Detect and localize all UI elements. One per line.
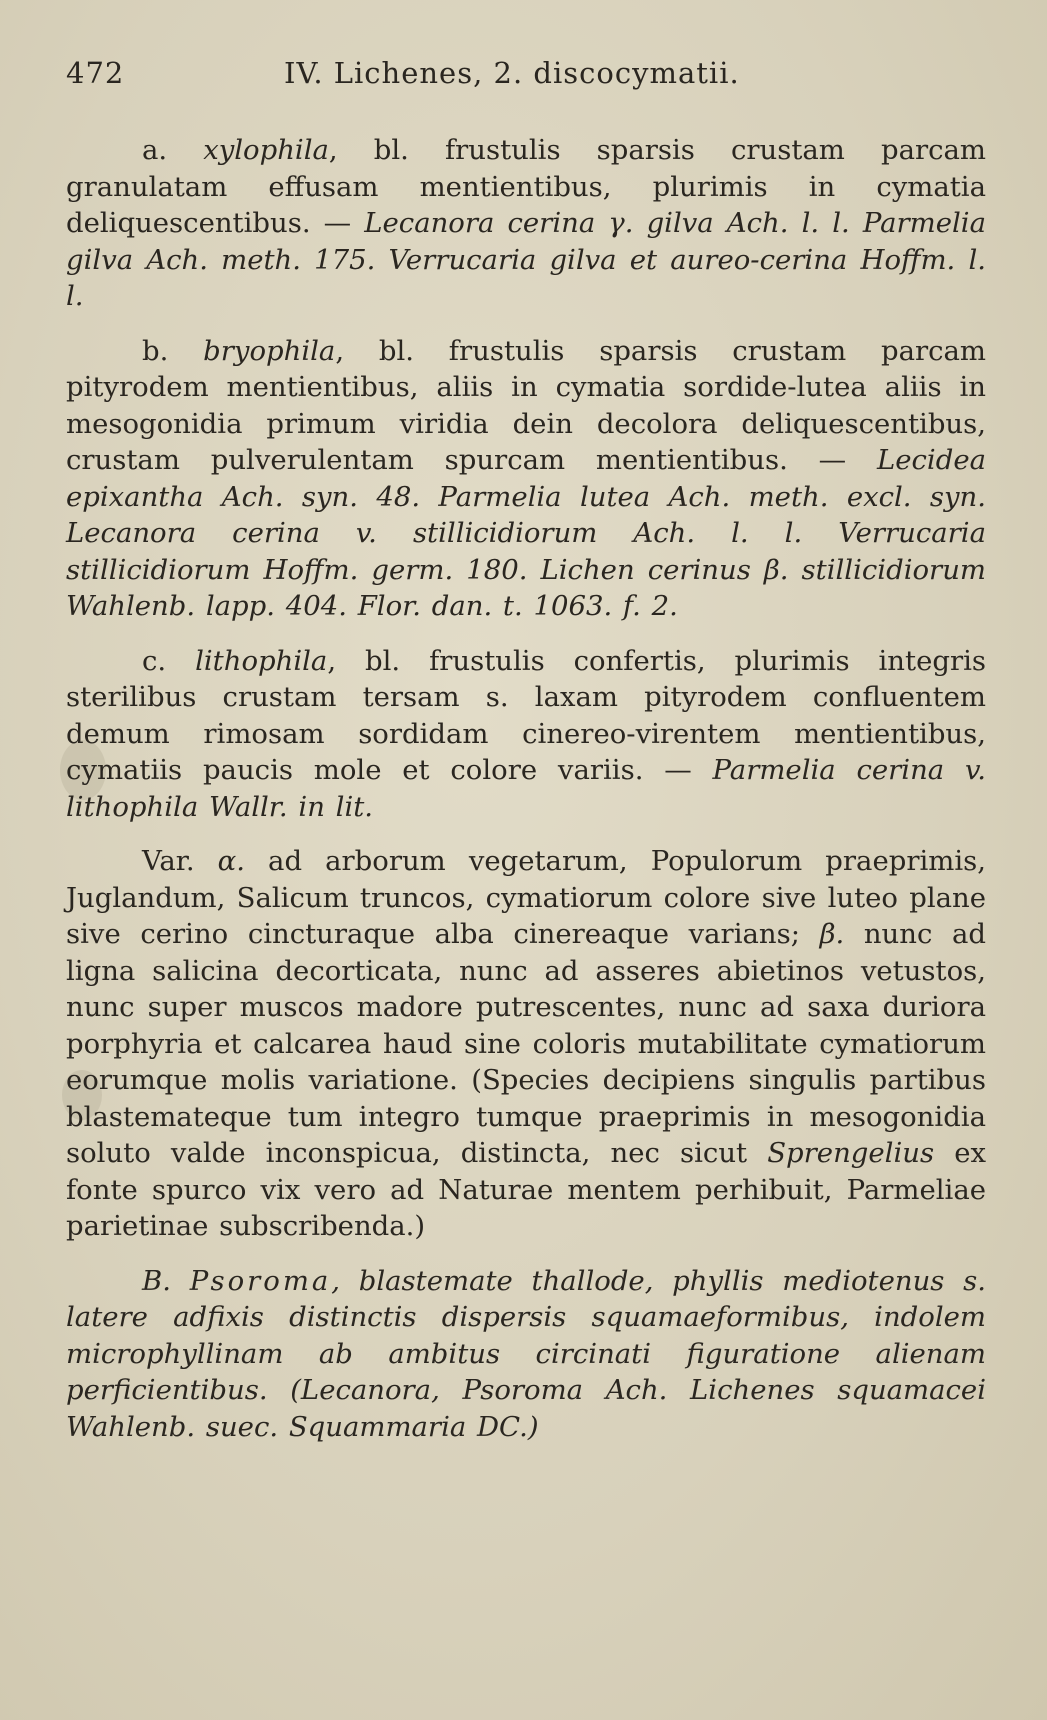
text-run: Parmelia cerina v. lithophila Wallr. in lit. bbox=[66, 754, 987, 823]
running-title: IV. Lichenes, 2. discocymatii. bbox=[284, 56, 740, 90]
paragraph-varieties bbox=[66, 843, 986, 1245]
page-number: 472 bbox=[66, 56, 125, 90]
text-run: lithophila bbox=[195, 644, 328, 677]
text-run: a. bbox=[142, 134, 204, 166]
text-run: nunc ad ligna salicina decorticata, nunc ad asseres abietinos vetustos, nunc super muscos madore putrescentes, nunc ad saxa duriora porphyria et calcarea haud sine coloris mutabilitate cymatiorum eorumque molis variatione. (Species decipiens singulis partibus blastemateque tum integro tumque praeprimis in mesogonidia soluto valde inconspicua, distincta, nec sicut bbox=[66, 918, 986, 1169]
text-run: α. bbox=[217, 845, 245, 877]
paragraph-b-bryophila bbox=[66, 333, 986, 625]
text-run: , blastemate thallode, phyllis mediotenus s. latere adfixis distinctis dispersis squamaeformibus, indolem microphyllinam ab ambitus circinati figuratione alienam perficientibus. (Lecanora, Psoroma Ach. Lichenes squamacei Wahlenb. suec. Squammaria DC.) bbox=[66, 1264, 986, 1443]
text-run: ex fonte spurco vix vero ad Naturae mentem perhibuit, Parmeliae parietinae subscribenda.) bbox=[66, 1137, 987, 1242]
text-run: bryophila bbox=[203, 334, 336, 367]
text-run: Sprengelius bbox=[767, 1137, 935, 1169]
text-run: Var. bbox=[142, 845, 218, 877]
text-run: Lecidea epixantha Ach. syn. 48. Parmelia lutea Ach. meth. excl. syn. Lecanora cerina v. stillicidiorum Ach. l. l. Verrucaria stillicidiorum Hoffm. germ. 180. Lichen cerinus β. stillicidiorum Wahlenb. lapp. 404. Flor. dan. t. 1063. f. 2. bbox=[66, 444, 986, 622]
paragraph-c-lithophila bbox=[66, 643, 986, 826]
paragraph-B-psoroma bbox=[66, 1263, 986, 1446]
text-run: ad arborum vegetarum, Populorum praeprimis, Juglandum, Salicum truncos, cymatiorum colore sive luteo plane sive cerino cincturaque alba cinereaque varians; bbox=[66, 845, 986, 950]
text-run: Lecanora cerina γ. gilva Ach. l. l. Parmelia gilva Ach. meth. 175. Verrucaria gilva et aureo-cerina Hoffm. l. l. bbox=[66, 207, 986, 312]
text-run: c. bbox=[142, 644, 196, 677]
text-run: B. bbox=[142, 1264, 190, 1297]
text-run: xylophila bbox=[203, 134, 329, 166]
text-run: Psoroma bbox=[189, 1264, 332, 1297]
running-header bbox=[62, 56, 962, 96]
body-text bbox=[66, 132, 986, 1445]
text-run: b. bbox=[142, 334, 204, 367]
text-run: , bl. frustulis sparsis crustam parcam pityrodem mentientibus, aliis in cymatia sordide-lutea aliis in mesogonidia primum viridia dein decolora deliquescentibus, crustam pulverulentam spurcam mentientibus. — bbox=[66, 334, 986, 476]
text-run: , bl. frustulis confertis, plurimis integris sterilibus crustam tersam s. laxam pityrodem confluentem demum rimosam sordidam cinereo-virentem mentientibus, cymatiis paucis mole et colore variis. — bbox=[66, 644, 986, 786]
paragraph-a-xylophila bbox=[66, 132, 986, 315]
text-run: , bl. frustulis sparsis crustam parcam granulatam effusam mentientibus, plurimis in cymatia deliquescentibus. — bbox=[66, 134, 986, 239]
text-run: β. bbox=[819, 918, 845, 950]
